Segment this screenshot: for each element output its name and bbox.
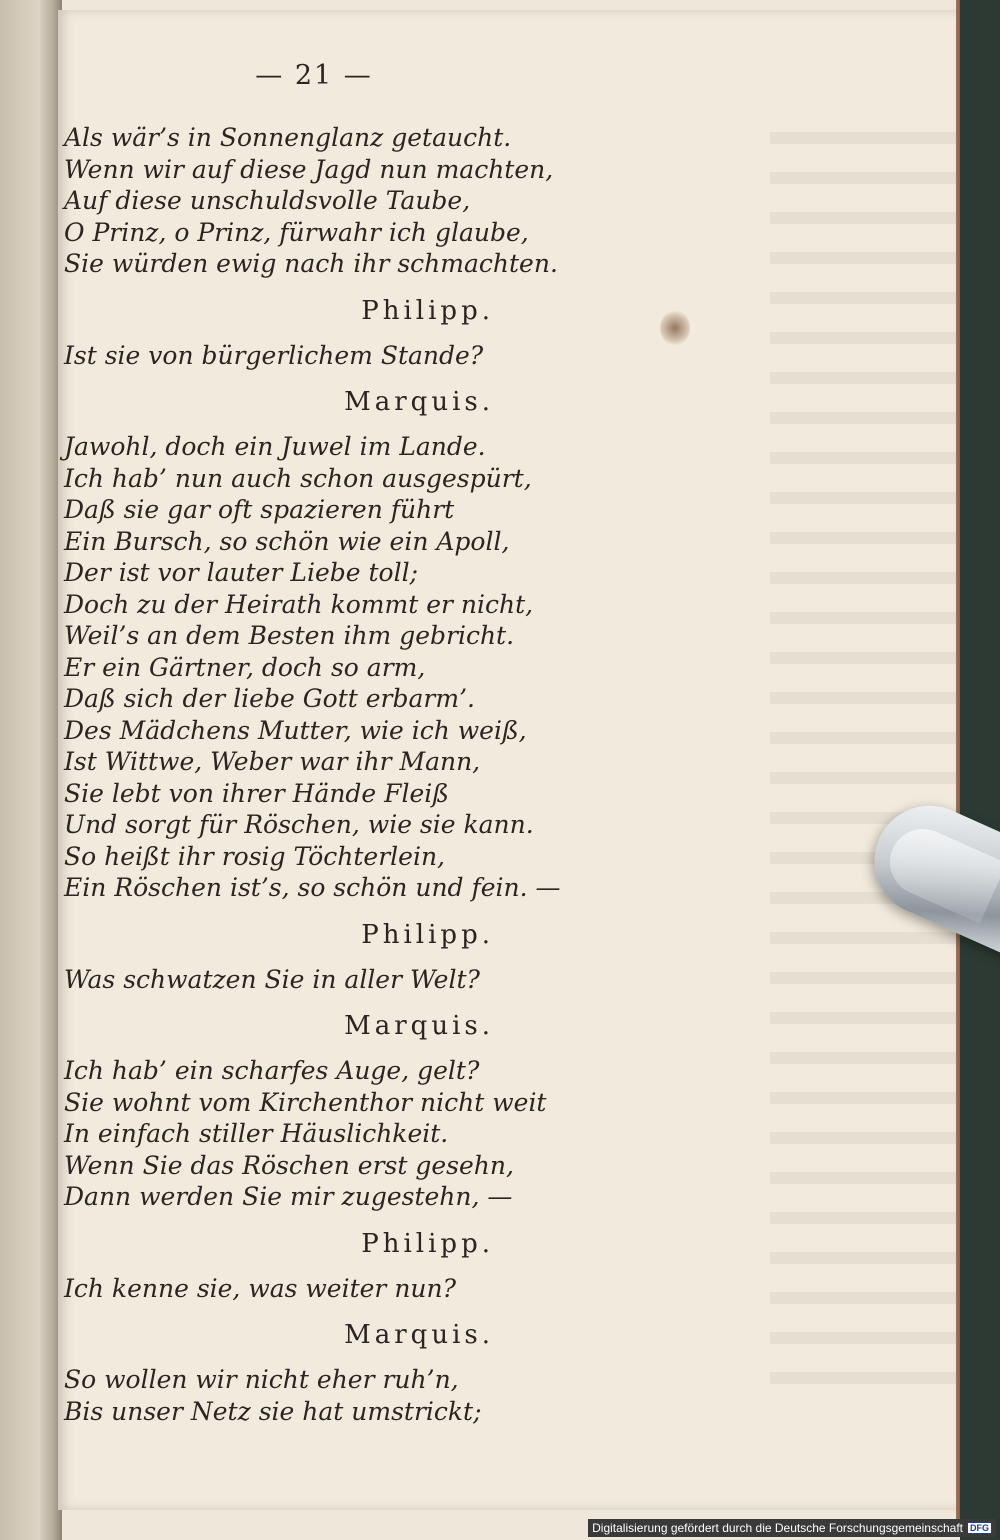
paper-stain (660, 310, 690, 346)
verse-line: So heißt ihr rosig Töchterlein, (64, 841, 445, 871)
verse-line: So wollen wir nicht eher ruh’n, (64, 1365, 459, 1394)
verse-line: Des Mädchens Mutter, wie ich weiß, (64, 715, 527, 745)
speaker-name: Marquis. (344, 1320, 494, 1350)
verse-block (64, 1364, 524, 1427)
speaker-name: Marquis. (344, 387, 494, 417)
speaker-name: Marquis. (344, 1011, 494, 1041)
verse-line: Der ist vor lauter Liebe toll; (64, 558, 419, 587)
verse-line: Sie würden ewig nach ihr schmachten. (64, 249, 558, 278)
verse-line: Auf diese unschuldsvolle Taube, (64, 186, 471, 215)
verse-line: Ich kenne sie, was weiter nun? (64, 1273, 457, 1303)
page-number: — 21 — (255, 60, 373, 91)
verse-block (64, 964, 524, 996)
verse-line: Ich hab’ ein scharfes Auge, gelt? (64, 1056, 480, 1085)
dfg-logo-icon: DFG (967, 1522, 992, 1534)
verse-line: Bis unser Netz sie hat umstrickt; (64, 1396, 482, 1426)
verse-line: Ist sie von bürgerlichem Stande? (64, 340, 484, 370)
verse-line: Weil’s an dem Besten ihm gebricht. (64, 621, 515, 650)
speaker-name: Philipp. (361, 295, 494, 326)
verse-block (64, 1055, 547, 1213)
previous-page-strip (0, 0, 40, 1540)
verse-line: Ist Wittwe, Weber war ihr Mann, (64, 747, 481, 776)
verse-line: Sie wohnt vom Kirchenthor nicht weit (64, 1087, 547, 1117)
page-text (64, 52, 561, 1427)
verse-line: In einfach stiller Häuslichkeit. (64, 1119, 449, 1148)
verse-line: Wenn wir auf diese Jagd nun machten, (64, 154, 554, 184)
verse-line: O Prinz, o Prinz, fürwahr ich glaube, (64, 217, 529, 247)
reverse-side-bleed-through (770, 110, 960, 1410)
verse-block (64, 122, 558, 280)
speaker-name: Philipp. (361, 1228, 494, 1259)
verse-line: Ein Röschen ist’s, so schön und fein. — (64, 873, 561, 902)
verse-line: Sie lebt von ihrer Hände Fleiß (64, 778, 449, 808)
verse-line: Daß sich der liebe Gott erbarm’. (64, 684, 475, 713)
verse-line: Ich hab’ nun auch schon ausgespürt, (64, 463, 532, 493)
book-cover (960, 0, 1000, 1540)
verse-block (64, 431, 561, 904)
verse-block (64, 340, 524, 372)
verse-line: Er ein Gärtner, doch so arm, (64, 652, 426, 682)
credit-text: Digitalisierung gefördert durch die Deutsche Forschungsgemeinschaft (592, 1521, 963, 1535)
verse-line: Als wär’s in Sonnenglanz getaucht. (64, 123, 512, 152)
digitization-credit (588, 1519, 996, 1537)
verse-line: Was schwatzen Sie in aller Welt? (64, 964, 480, 994)
verse-line: Dann werden Sie mir zugestehn, — (64, 1182, 513, 1211)
verse-line: Und sorgt für Röschen, wie sie kann. (64, 810, 534, 839)
speaker-name: Philipp. (361, 919, 494, 950)
verse-line: Wenn Sie das Röschen erst gesehn, (64, 1150, 514, 1180)
verse-line: Doch zu der Heirath kommt er nicht, (64, 589, 534, 619)
verse-block (64, 1273, 524, 1305)
verse-line: Jawohl, doch ein Juwel im Lande. (64, 432, 486, 461)
verse-line: Daß sie gar oft spazieren führt (64, 495, 455, 524)
verse-line: Ein Bursch, so schön wie ein Apoll, (64, 526, 510, 556)
play-dialogue (64, 122, 561, 1427)
